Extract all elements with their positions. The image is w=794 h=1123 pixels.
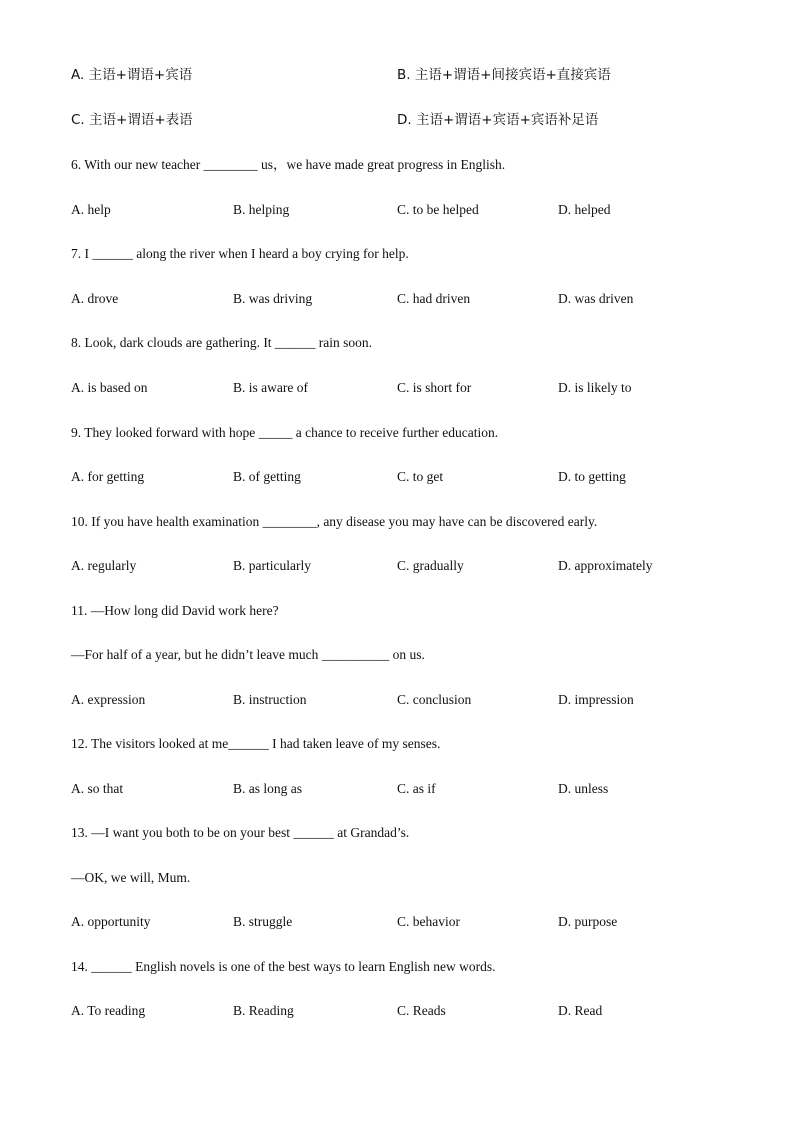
q7-option-c: C. had driven xyxy=(397,291,471,306)
q11-option-a: A. expression xyxy=(71,692,146,707)
question-13-stem-response: —OK, we will, Mum. xyxy=(71,870,191,885)
q9-option-b: B. of getting xyxy=(233,469,301,484)
q8-option-a: A. is based on xyxy=(71,380,148,395)
option-a-q5: A. 主语+谓语+宾语 xyxy=(71,67,193,83)
q9-option-c: C. to get xyxy=(397,469,444,484)
question-14-stem: 14. ______ English novels is one of the best ways to learn English new words. xyxy=(71,959,496,974)
q10-option-d: D. approximately xyxy=(558,558,653,573)
q8-option-b: B. is aware of xyxy=(233,380,308,395)
question-7-stem: 7. I ______ along the river when I heard a boy crying for help. xyxy=(71,246,409,261)
question-10-stem: 10. If you have health examination ________, any disease you may have can be discovered early. xyxy=(71,514,598,529)
q11-option-b: B. instruction xyxy=(233,692,307,707)
q12-option-d: D. unless xyxy=(558,781,609,796)
q14-option-c: C. Reads xyxy=(397,1003,446,1018)
q12-option-c: C. as if xyxy=(397,781,436,796)
option-d-q5: D. 主语+谓语+宾语+宾语补足语 xyxy=(397,112,599,128)
q12-option-b: B. as long as xyxy=(233,781,302,796)
question-6-stem: 6. With our new teacher ________ us，we have made great progress in English. xyxy=(71,157,506,172)
q6-option-c: C. to be helped xyxy=(397,202,479,217)
question-8-stem: 8. Look, dark clouds are gathering. It ______ rain soon. xyxy=(71,335,373,350)
question-12-stem: 12. The visitors looked at me______ I had taken leave of my senses. xyxy=(71,736,441,751)
q8-option-c: C. is short for xyxy=(397,380,472,395)
q7-option-b: B. was driving xyxy=(233,291,313,306)
q7-option-d: D. was driven xyxy=(558,291,634,306)
q9-option-d: D. to getting xyxy=(558,469,626,484)
q6-option-a: A. help xyxy=(71,202,111,217)
q11-option-c: C. conclusion xyxy=(397,692,472,707)
q10-option-a: A. regularly xyxy=(71,558,137,573)
q11-option-d: D. impression xyxy=(558,692,634,707)
question-11-stem-response: —For half of a year, but he didn’t leave much __________ on us. xyxy=(71,647,425,662)
q14-option-d: D. Read xyxy=(558,1003,603,1018)
q13-option-a: A. opportunity xyxy=(71,914,151,929)
q6-option-b: B. helping xyxy=(233,202,290,217)
q8-option-d: D. is likely to xyxy=(558,380,632,395)
question-9-stem: 9. They looked forward with hope _____ a chance to receive further education. xyxy=(71,425,499,440)
q14-option-b: B. Reading xyxy=(233,1003,294,1018)
question-11-stem: 11. —How long did David work here? xyxy=(71,603,279,618)
q10-option-c: C. gradually xyxy=(397,558,464,573)
q10-option-b: B. particularly xyxy=(233,558,311,573)
option-b-q5: B. 主语+谓语+间接宾语+直接宾语 xyxy=(397,67,611,83)
q13-option-d: D. purpose xyxy=(558,914,618,929)
q14-option-a: A. To reading xyxy=(71,1003,146,1018)
q6-option-d: D. helped xyxy=(558,202,611,217)
q7-option-a: A. drove xyxy=(71,291,119,306)
q9-option-a: A. for getting xyxy=(71,469,145,484)
q13-option-c: C. behavior xyxy=(397,914,460,929)
q12-option-a: A. so that xyxy=(71,781,124,796)
option-c-q5: C. 主语+谓语+表语 xyxy=(71,112,193,128)
q13-option-b: B. struggle xyxy=(233,914,293,929)
question-13-stem: 13. —I want you both to be on your best ______ at Grandad’s. xyxy=(71,825,410,840)
